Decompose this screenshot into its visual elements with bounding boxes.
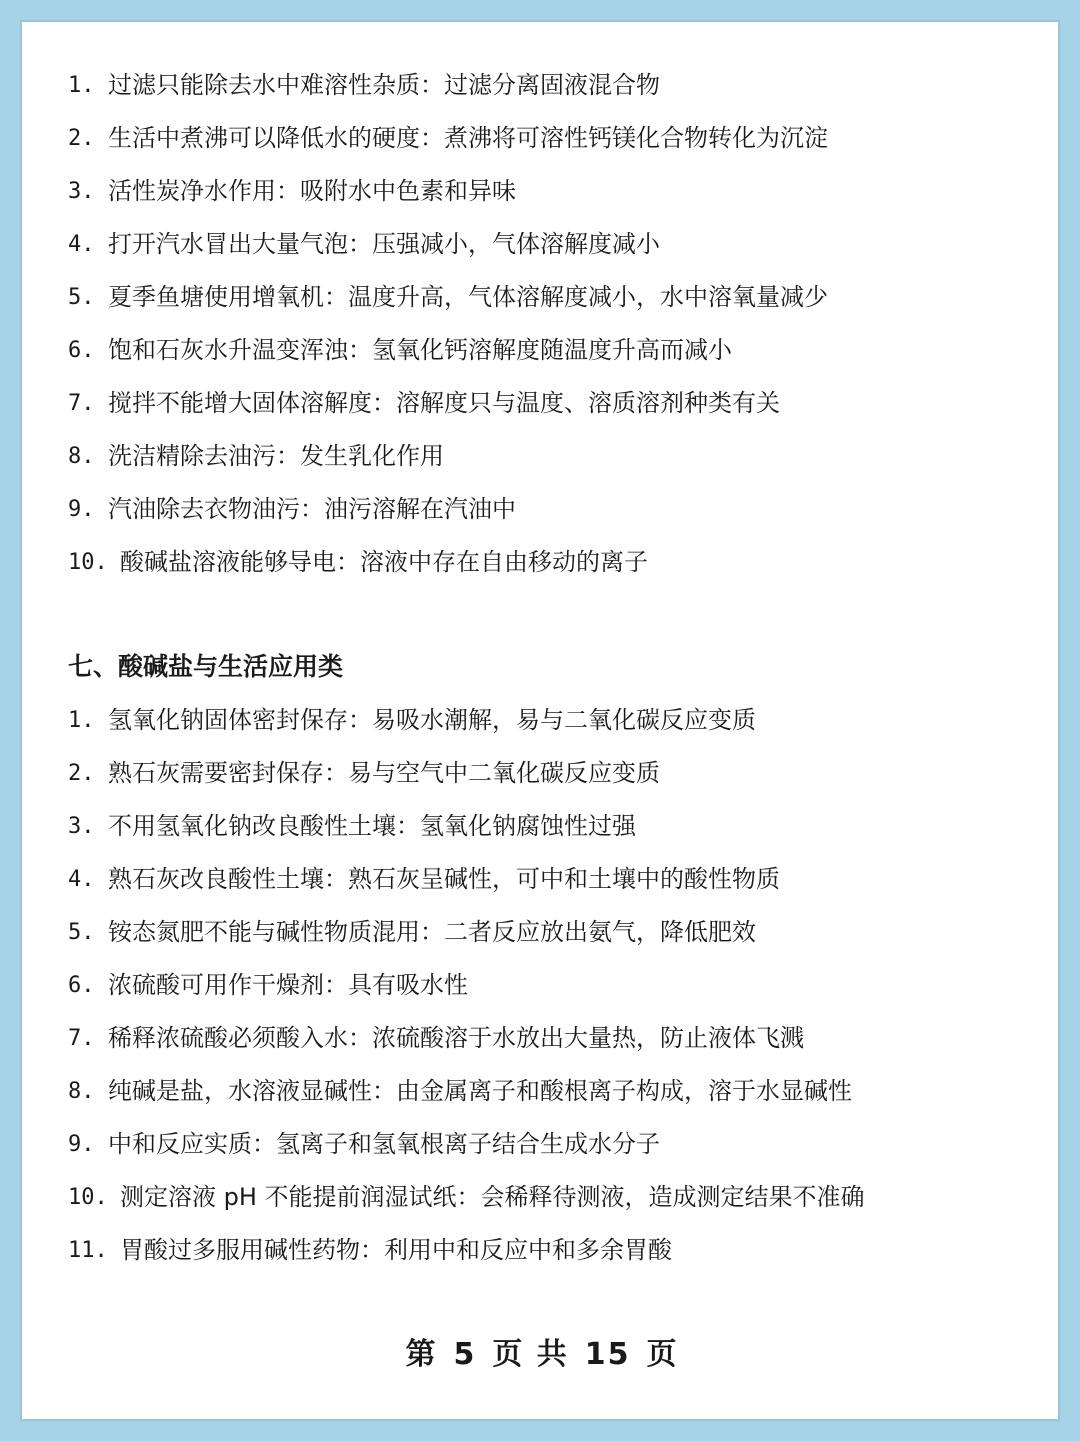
item-number: 10. [68, 550, 108, 575]
list-item [68, 747, 865, 800]
item-number: 2. [68, 126, 95, 151]
item-text: 胃酸过多服用碱性药物：利用中和反应中和多余胃酸 [120, 1236, 672, 1264]
item-text: 浓硫酸可用作干燥剂：具有吸水性 [108, 971, 468, 999]
item-number: 7. [68, 391, 95, 416]
item-text: 熟石灰需要密封保存：易与空气中二氧化碳反应变质 [108, 759, 660, 787]
list-item [68, 906, 865, 959]
list-item [68, 959, 865, 1012]
item-text: 活性炭净水作用：吸附水中色素和异味 [108, 177, 516, 205]
footer-middle: 页 共 [492, 1337, 569, 1372]
item-number: 2. [68, 761, 95, 786]
list-item [68, 483, 828, 536]
item-number: 3. [68, 179, 95, 204]
item-text: 打开汽水冒出大量气泡：压强减小，气体溶解度减小 [108, 230, 660, 258]
list-item [68, 271, 828, 324]
item-text: 搅拌不能增大固体溶解度：溶解度只与温度、溶质溶剂种类有关 [108, 389, 780, 417]
item-text: 铵态氮肥不能与碱性物质混用：二者反应放出氨气，降低肥效 [108, 918, 756, 946]
item-text: 过滤只能除去水中难溶性杂质：过滤分离固液混合物 [108, 71, 660, 99]
item-number: 11. [68, 1238, 108, 1263]
list-item [68, 112, 828, 165]
list-item [68, 694, 865, 747]
list-item [68, 1118, 865, 1171]
item-text: 夏季鱼塘使用增氧机：温度升高，气体溶解度减小，水中溶氧量减少 [108, 283, 828, 311]
list-item [68, 800, 865, 853]
footer-suffix: 页 [646, 1337, 679, 1372]
list-item [68, 218, 828, 271]
item-number: 4. [68, 232, 95, 257]
item-number: 9. [68, 497, 95, 522]
section2-list [68, 694, 865, 1277]
item-number: 6. [68, 338, 95, 363]
item-number: 8. [68, 444, 95, 469]
list-item [68, 1065, 865, 1118]
item-number: 7. [68, 1026, 95, 1051]
item-text: 酸碱盐溶液能够导电：溶液中存在自由移动的离子 [120, 548, 648, 576]
list-item [68, 536, 828, 589]
total-page-number: 15 [584, 1337, 631, 1372]
item-number: 10. [68, 1185, 108, 1210]
item-number: 5. [68, 920, 95, 945]
item-number: 1. [68, 708, 95, 733]
list-item [68, 324, 828, 377]
item-text: 生活中煮沸可以降低水的硬度：煮沸将可溶性钙镁化合物转化为沉淀 [108, 124, 828, 152]
current-page-number: 5 [453, 1337, 477, 1372]
list-item [68, 430, 828, 483]
footer-prefix: 第 [405, 1337, 438, 1372]
list-item [68, 1224, 865, 1277]
list-item [68, 1171, 865, 1224]
page-number-footer [22, 1330, 1062, 1380]
section-heading: 七、酸碱盐与生活应用类 [68, 652, 344, 681]
item-text: 稀释浓硫酸必须酸入水：浓硫酸溶于水放出大量热，防止液体飞溅 [108, 1024, 804, 1052]
item-number: 5. [68, 285, 95, 310]
item-text: 测定溶液 pH 不能提前润湿试纸：会稀释待测液，造成测定结果不准确 [120, 1183, 865, 1211]
list-item [68, 165, 828, 218]
item-number: 3. [68, 814, 95, 839]
item-number: 1. [68, 73, 95, 98]
section1-list [68, 59, 828, 589]
item-text: 氢氧化钠固体密封保存：易吸水潮解，易与二氧化碳反应变质 [108, 706, 756, 734]
document-page [20, 20, 1060, 1421]
item-number: 6. [68, 973, 95, 998]
list-item [68, 853, 865, 906]
item-number: 4. [68, 867, 95, 892]
item-text: 熟石灰改良酸性土壤：熟石灰呈碱性，可中和土壤中的酸性物质 [108, 865, 780, 893]
item-text: 汽油除去衣物油污：油污溶解在汽油中 [108, 495, 516, 523]
item-number: 8. [68, 1079, 95, 1104]
item-text: 纯碱是盐，水溶液显碱性：由金属离子和酸根离子构成，溶于水显碱性 [108, 1077, 852, 1105]
item-text: 不用氢氧化钠改良酸性土壤：氢氧化钠腐蚀性过强 [108, 812, 636, 840]
list-item [68, 1012, 865, 1065]
item-number: 9. [68, 1132, 95, 1157]
item-text: 饱和石灰水升温变浑浊：氢氧化钙溶解度随温度升高而减小 [108, 336, 732, 364]
list-item [68, 377, 828, 430]
item-text: 洗洁精除去油污：发生乳化作用 [108, 442, 444, 470]
list-item [68, 59, 828, 112]
item-text: 中和反应实质：氢离子和氢氧根离子结合生成水分子 [108, 1130, 660, 1158]
